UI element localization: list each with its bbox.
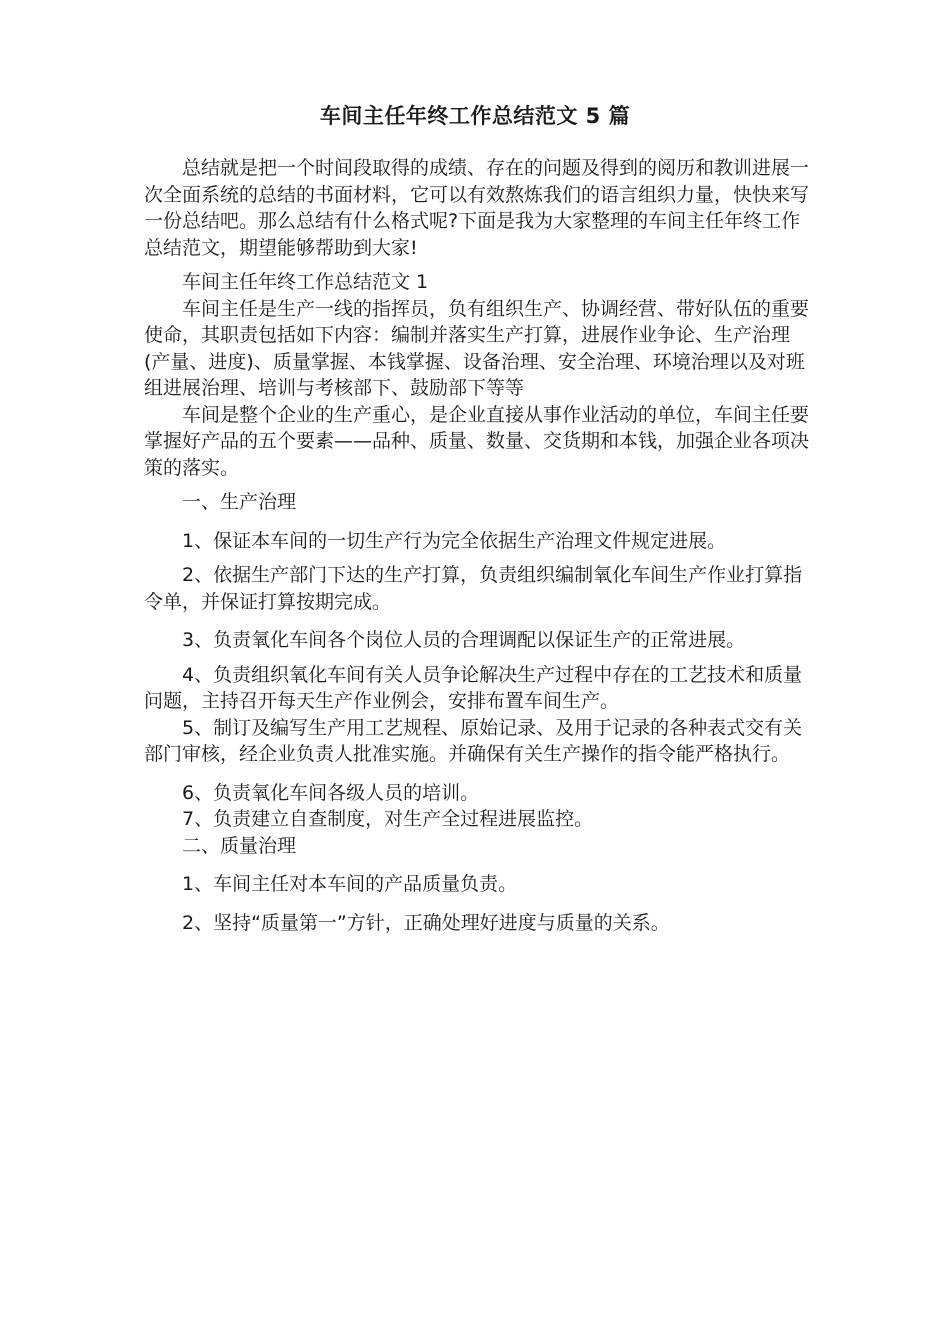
list-item-quality-2: 2、坚持“质量第一”方针，正确处理好进度与质量的关系。 [182,911,670,934]
list-item-production-7: 7、负责建立自查制度，对生产全过程进展监控。 [182,808,594,830]
paragraph-duties: 车间主任是生产一线的指挥员，负有组织生产、协调经营、带好队伍的重要使命，其职责包括如下内容：编制并落实生产打算，进展作业争论、生产治理(产量、进度)、质量掌握、本钱掌握、设备治理、安全治理、环境治理以及对班组进展治理、培训与考核部下、鼓励部下等等 [144,297,810,399]
document-body [144,155,812,936]
document-title: 车间主任年终工作总结范文 5 篇 [319,104,631,128]
section-heading-quality: 二、质量治理 [182,834,297,857]
list-item-production-2: 2、依据生产部门下达的生产打算，负责组织编制氧化车间生产作业打算指令单，并保证打算按期完成。 [144,564,803,613]
list-item-production-4: 4、负责组织氧化车间有关人员争论解决生产过程中存在的工艺技术和质量问题，主持召开每天生产作业例会，安排布置车间生产。 [144,663,803,712]
paragraph-workshop: 车间是整个企业的生产重心，是企业直接从事作业活动的单位，车间主任要掌握好产品的五个要素——品种、质量、数量、交货期和本钱，加强企业各项决策的落实。 [144,403,810,479]
list-item-production-1: 1、保证本车间的一切生产行为完全依据生产治理文件规定进展。 [182,529,727,552]
list-item-production-3: 3、负责氧化车间各个岗位人员的合理调配以保证生产的正常进展。 [182,629,746,651]
section-heading-sample-1: 车间主任年终工作总结范文 1 [182,271,429,293]
list-item-quality-1: 1、车间主任对本车间的产品质量负责。 [182,873,518,895]
list-item-production-5: 5、制订及编写生产用工艺规程、原始记录、及用于记录的各种表式交有关部门审核，经企业负责人批准实施。并确保有关生产操作的指令能严格执行。 [144,716,803,765]
list-item-production-6: 6、负责氧化车间各级人员的培训。 [182,781,480,804]
paragraph-intro: 总结就是把一个时间段取得的成绩、存在的问题及得到的阅历和教训进展一次全面系统的总结的书面材料，它可以有效熬炼我们的语言组织力量，快快来写一份总结吧。那么总结有什么格式呢?下面是我为大家整理的车间主任年终工作总结范文，期望能够帮助到大家! [144,157,810,259]
section-heading-production: 一、生产治理 [182,491,297,513]
